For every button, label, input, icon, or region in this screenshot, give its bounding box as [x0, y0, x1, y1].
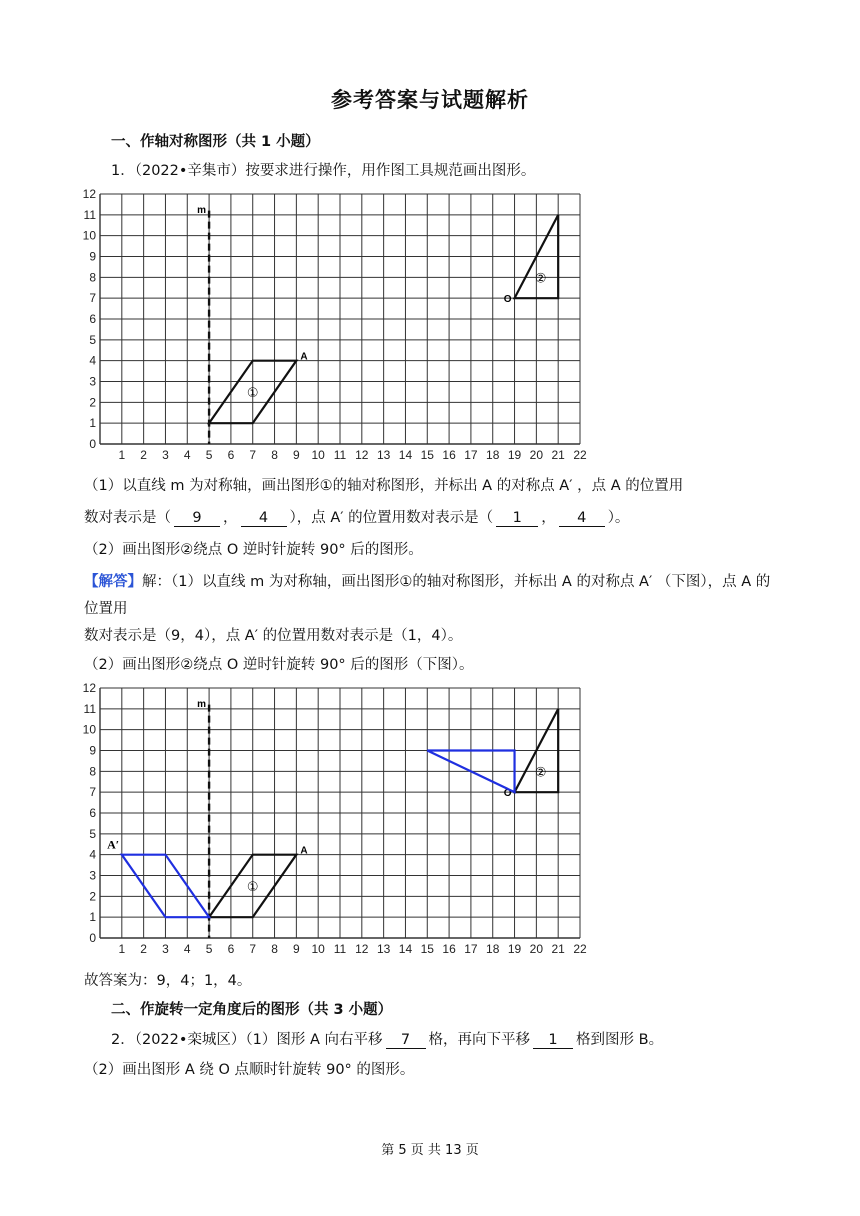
shape-1-label: ①: [246, 879, 259, 895]
answer-blank-6: 1: [533, 1032, 573, 1049]
x-tick-label: 20: [529, 448, 544, 462]
y-tick-label: 6: [89, 312, 96, 326]
text-segment: 格到图形 B。: [576, 1032, 664, 1048]
answer-paragraph-1: [84, 570, 770, 591]
text-segment: 数对表示是（: [84, 510, 171, 526]
x-tick-label: 17: [464, 448, 478, 462]
x-tick-label: 15: [420, 942, 434, 956]
x-tick-label: 11: [333, 448, 347, 462]
page-title: 参考答案与试题解析: [331, 88, 529, 112]
question-2-line-1: [111, 1028, 663, 1049]
answer-text-line-4: （2）画出图形②绕点 O 逆时针旋转 90° 后的图形（下图）。: [84, 657, 474, 673]
answer-text-wrap: 位置用: [84, 601, 128, 617]
final-answer: 故答案为：9，4；1，4。: [84, 973, 252, 989]
shape-2-label: ②: [534, 271, 547, 287]
point-a-label: A: [300, 351, 308, 363]
question-1-stem: 1．（2022•辛集市）按要求进行操作，用作图工具规范画出图形。: [111, 163, 536, 179]
y-tick-label: 8: [89, 270, 96, 285]
text-segment: 格，再向下平移: [428, 1032, 531, 1048]
question-1-part-1: （1）以直线 m 为对称轴，画出图形①的轴对称图形，并标出 A 的对称点 A′ ，点 A 的位置用: [84, 478, 684, 494]
x-tick-label: 15: [420, 448, 434, 462]
y-tick-label: 2: [89, 395, 96, 410]
x-tick-label: 18: [486, 448, 500, 462]
point-o-label: O: [503, 294, 512, 306]
x-tick-label: 14: [398, 448, 413, 462]
section-heading-1: 一、作轴对称图形（共 1 小题）: [111, 134, 320, 150]
y-tick-label: 5: [89, 826, 96, 841]
question-1-part-1-answer-line: 数对表示是（ 9 ， 4 ），点 A′ 的位置用数对表示是（ 1 ， 4 ）。: [84, 510, 630, 526]
point-o-label: O: [503, 788, 512, 800]
answer-blank-3: 1: [496, 510, 538, 527]
x-tick-label: 7: [249, 942, 257, 956]
coordinate-grid-figure-1: [80, 186, 600, 466]
y-tick-label: 12: [82, 681, 96, 695]
y-tick-label: 7: [89, 291, 96, 306]
x-tick-label: 8: [271, 942, 278, 956]
y-tick-label: 0: [89, 931, 96, 945]
x-tick-label: 9: [293, 942, 300, 956]
y-tick-label: 1: [89, 416, 96, 431]
x-tick-label: 21: [551, 448, 565, 462]
x-tick-label: 6: [227, 448, 235, 462]
answer-blank-4: 4: [559, 510, 605, 527]
x-tick-label: 10: [311, 448, 325, 462]
y-tick-label: 10: [82, 228, 96, 243]
y-tick-label: 3: [89, 374, 96, 389]
x-tick-label: 5: [205, 942, 213, 956]
shape-1-label: ①: [246, 385, 259, 401]
y-tick-label: 10: [82, 722, 96, 737]
shape-2-label: ②: [534, 765, 547, 781]
x-tick-label: 19: [507, 942, 522, 956]
x-tick-label: 3: [162, 448, 169, 462]
y-tick-label: 4: [89, 847, 96, 862]
x-tick-label: 11: [333, 942, 347, 956]
x-tick-label: 6: [227, 942, 235, 956]
x-tick-label: 8: [271, 448, 278, 462]
x-tick-label: 18: [486, 942, 500, 956]
axis-m-label: m: [197, 698, 207, 710]
text-segment: ），点 A′ 的位置用数对表示是（: [289, 510, 494, 526]
x-tick-label: 16: [442, 942, 456, 956]
x-tick-label: 21: [551, 942, 565, 956]
y-tick-label: 11: [83, 207, 96, 222]
x-tick-label: 2: [140, 942, 147, 956]
y-tick-label: 7: [89, 785, 96, 800]
y-tick-label: 4: [89, 353, 96, 368]
answer-text-line-3: 数对表示是（9，4），点 A′ 的位置用数对表示是（1，4）。: [84, 628, 463, 644]
answer-blank-1: 9: [174, 510, 220, 527]
x-tick-label: 14: [398, 942, 413, 956]
y-tick-label: 11: [83, 701, 96, 716]
text-segment: 2．（2022•栾城区）（1）图形 A 向右平移: [111, 1032, 383, 1048]
x-tick-label: 3: [162, 942, 169, 956]
answer-tag: 【解答】: [84, 574, 142, 590]
x-tick-label: 1: [118, 448, 126, 462]
y-tick-label: 9: [89, 743, 96, 758]
x-tick-label: 4: [183, 448, 191, 462]
x-tick-label: 17: [464, 942, 478, 956]
x-tick-label: 13: [376, 448, 391, 462]
x-tick-label: 4: [183, 942, 191, 956]
answer-blank-5: 7: [386, 1032, 426, 1049]
point-a-label: A: [300, 845, 308, 857]
answer-text: 解：（1）以直线 m 为对称轴，画出图形①的轴对称图形，并标出 A 的对称点 A′ （下图），点 A 的: [142, 574, 771, 590]
y-tick-label: 1: [89, 910, 96, 925]
x-tick-label: 5: [205, 448, 213, 462]
point-a-prime-label: A′: [107, 837, 120, 852]
coordinate-grid-figure-2: [80, 680, 600, 962]
y-tick-label: 6: [89, 806, 96, 820]
x-tick-label: 22: [573, 448, 587, 462]
y-tick-label: 2: [89, 889, 96, 904]
x-tick-label: 9: [293, 448, 300, 462]
x-tick-label: 2: [140, 448, 147, 462]
question-2-line-2: （2）画出图形 A 绕 O 点顺时针旋转 90° 的图形。: [84, 1062, 415, 1078]
y-tick-label: 12: [82, 187, 96, 201]
text-segment: ）。: [607, 510, 630, 526]
y-tick-label: 0: [89, 437, 96, 451]
x-tick-label: 22: [573, 942, 587, 956]
page-footer: 第 5 页 共 13 页: [381, 1143, 479, 1158]
y-tick-label: 3: [89, 868, 96, 883]
x-tick-label: 12: [355, 448, 369, 462]
x-tick-label: 19: [507, 448, 522, 462]
x-tick-label: 16: [442, 448, 456, 462]
y-tick-label: 5: [89, 332, 96, 347]
axis-m-label: m: [197, 204, 207, 216]
question-1-part-2: （2）画出图形②绕点 O 逆时针旋转 90° 后的图形。: [84, 542, 423, 558]
x-tick-label: 12: [355, 942, 369, 956]
x-tick-label: 10: [311, 942, 325, 956]
section-heading-2: 二、作旋转一定角度后的图形（共 3 小题）: [111, 1002, 393, 1018]
x-tick-label: 7: [249, 448, 257, 462]
y-tick-label: 9: [89, 249, 96, 264]
x-tick-label: 13: [376, 942, 391, 956]
y-tick-label: 8: [89, 764, 96, 779]
x-tick-label: 1: [118, 942, 126, 956]
x-tick-label: 20: [529, 942, 544, 956]
answer-blank-2: 4: [241, 510, 287, 527]
